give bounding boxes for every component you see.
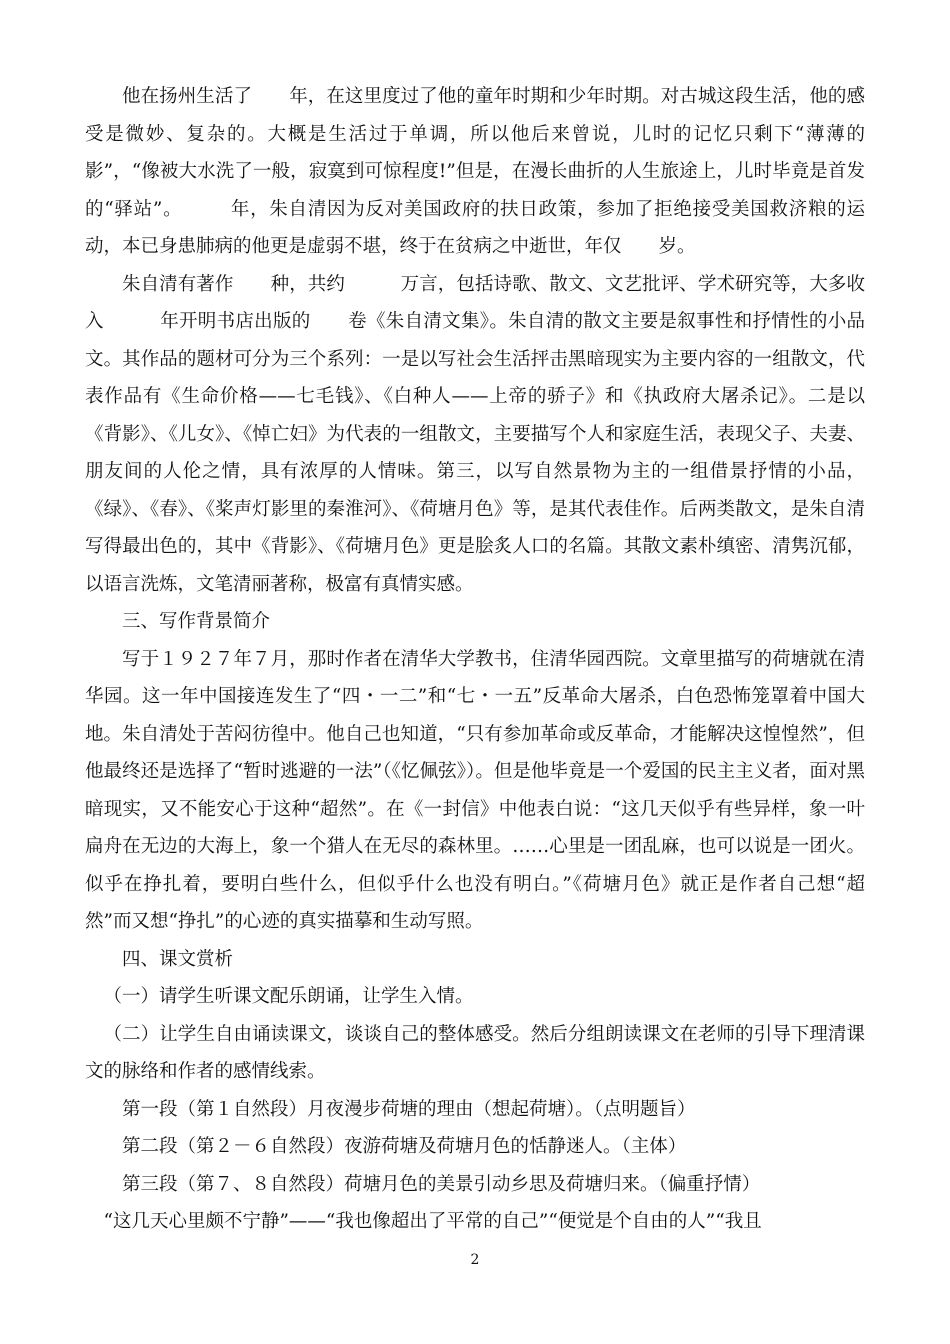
document-page (85, 78, 865, 1241)
paragraph-step-two: （二）让学生自由诵读课文，谈谈自己的整体感受。然后分组朗读课文在老师的引导下理清课文的脉络和作者的感情线索。 (85, 1023, 865, 1082)
paragraph-background: 写于１９２７年７月，那时作者在清华大学教书，住清华园西院。文章里描写的荷塘就在清华园。这一年中国接连发生了“四・一二”和“七・一五”反革命大屠杀，白色恐怖笼罩着中国大地。朱自清处于苦闷彷徨中。他自己也知道，“只有参加革命或反革命，才能解决这惶惶然”，但他最终还是选择了“暂时逃避的一法”（《忆佩弦》）。但是他毕竟是一个爱国的民主主义者，面对黑暗现实，又不能安心于这种“超然”。在《一封信》中他表白说：“这几天似乎有些异样，象一叶扁舟在无边的大海上，象一个猎人在无尽的森林里。……心里是一团乱麻，也可以说是一团火。似乎在挣扎着，要明白些什么，但似乎什么也没有明白。”《荷塘月色》就正是作者自己想“超然”而又想“挣扎”的心迹的真实描摹和生动写照。 (85, 648, 865, 932)
paragraph-works: 朱自清有著作 种，共约 万言，包括诗歌、散文、文艺批评、学术研究等，大多收入 年开明书店出版的 卷《朱自清文集》。朱自清的散文主要是叙事性和抒情性的小品文。其作品的题材可分为三个系列：一是以写社会生活抨击黑暗现实为主要内容的一组散文，代表作品有《生命价格——七毛钱》、《白种人——上帝的骄子》和《执政府大屠杀记》。二是以《背影》、《儿女》、《悼亡妇》为代表的一组散文，主要描写个人和家庭生活，表现父子、夫妻、朋友间的人伦之情，具有浓厚的人情味。第三，以写自然景物为主的一组借景抒情的小品，《绿》、《春》、《桨声灯影里的秦淮河》、《荷塘月色》等，是其代表佳作。后两类散文，是朱自清写得最出色的，其中《背影》、《荷塘月色》更是脍炙人口的名篇。其散文素朴缜密、清隽沉郁，以语言洗炼，文笔清丽著称，极富有真情实感。 (85, 273, 865, 595)
paragraph-section-two: 第二段（第２－６自然段）夜游荷塘及荷塘月色的恬静迷人。（主体） (122, 1136, 687, 1157)
paragraph-quote: “这几天心里颇不宁静”——“我也像超出了平常的自己”“便觉是个自由的人”“我且 (103, 1211, 762, 1232)
page-number: 2 (470, 1252, 480, 1268)
heading-appreciation: 四、课文赏析 (122, 948, 234, 970)
paragraph-section-one: 第一段（第１自然段）月夜漫步荷塘的理由（想起荷塘）。（点明题旨） (122, 1098, 696, 1120)
heading-background: 三、写作背景简介 (122, 611, 271, 632)
paragraph-section-three: 第三段（第７、８自然段）荷塘月色的美景引动乡思及荷塘归来。（偏重抒情） (122, 1173, 761, 1195)
paragraph-step-one: （一）请学生听课文配乐朗诵，让学生入情。 (103, 986, 474, 1007)
paragraph-life-in-yangzhou: 他在扬州生活了 年，在这里度过了他的童年时期和少年时期。对古城这段生活，他的感受是微妙、复杂的。大概是生活过于单调，所以他后来曾说，儿时的记忆只剩下“薄薄的影”，“像被大水洗了一般，寂寞到可惊程度!”但是，在漫长曲折的人生旅途上，儿时毕竟是首发的“驿站”。 年，朱自清因为反对美国政府的扶日政策，参加了拒绝接受美国救济粮的运动，本已身患肺病的他更是虚弱不堪，终于在贫病之中逝世，年仅 岁。 (85, 86, 865, 257)
